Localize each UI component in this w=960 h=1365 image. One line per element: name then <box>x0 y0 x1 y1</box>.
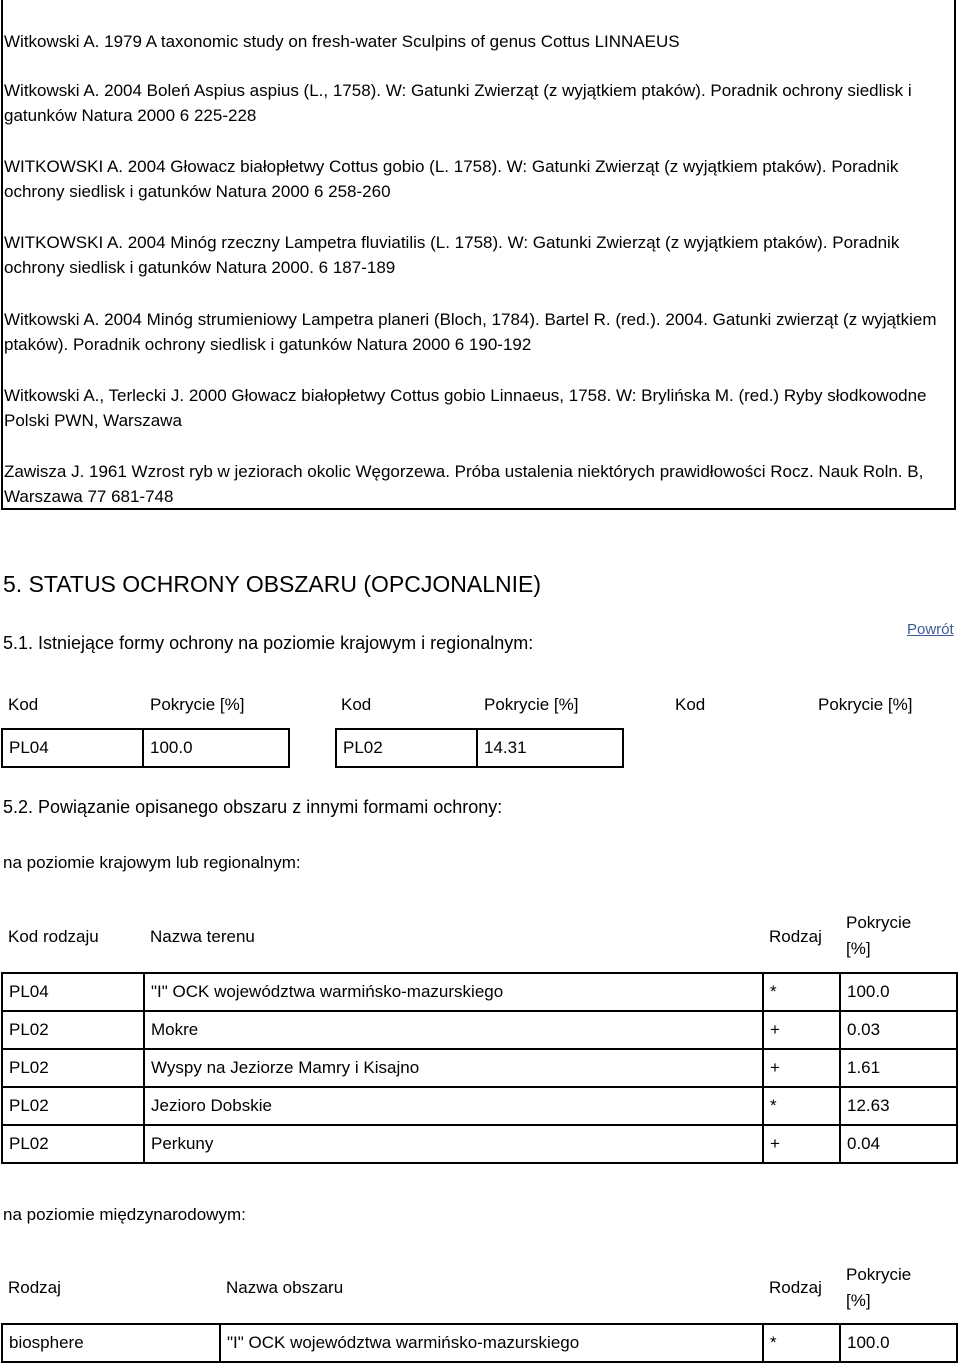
subsection-title-5-1: 5.1. Istniejące formy ochrony na poziomie krajowym i regionalnym: <box>3 633 534 653</box>
reference-item: Witkowski A. 2004 Minóg strumieniowy Lampetra planeri (Bloch, 1784). Bartel R. (red.). 2004. Gatunki zwierząt (z wyjątkiem ptaków). Poradnik ochrony siedlisk i gatunków Natura 2000 6 190-192 <box>4 310 937 354</box>
cell-code: PL02 <box>2 1011 144 1049</box>
national-subtitle: na poziomie krajowym lub regionalnym: <box>3 853 301 872</box>
column-header: Kod <box>341 695 372 714</box>
reference-item: WITKOWSKI A. 2004 Minóg rzeczny Lampetra fluviatilis (L. 1758). W: Gatunki Zwierząt (z wyjątkiem ptaków). Poradnik ochrony siedlisk i gatunków Natura 2000. 6 187-189 <box>4 233 900 277</box>
cell-type: + <box>763 1125 840 1163</box>
column-header: [%] <box>846 1291 871 1310</box>
entry-cover: 100.0 <box>143 729 289 767</box>
column-header: Pokrycie <box>846 913 912 932</box>
table-row <box>2 1011 957 1049</box>
cell-type: biosphere <box>2 1324 220 1362</box>
column-header: Pokrycie [%] <box>150 695 245 714</box>
section-title: 5. STATUS OCHRONY OBSZARU (OPCJONALNIE) <box>3 571 542 597</box>
entry-cover: 14.31 <box>477 729 623 767</box>
protection-entry-table <box>335 728 624 768</box>
cell-name: "I" OCK województwa warmińsko-mazurskiego <box>220 1324 763 1362</box>
column-header: Nazwa obszaru <box>226 1278 344 1297</box>
column-header: Pokrycie [%] <box>818 695 913 714</box>
cell-code: PL02 <box>2 1125 144 1163</box>
column-header: Pokrycie <box>846 1265 912 1284</box>
table-row <box>2 1049 957 1087</box>
national-table <box>1 972 958 1164</box>
column-header: [%] <box>846 939 871 958</box>
column-header: Nazwa terenu <box>150 927 255 946</box>
reference-item: Witkowski A. 2004 Boleń Aspius aspius (L., 1758). W: Gatunki Zwierząt (z wyjątkiem ptaków). Poradnik ochrony siedlisk i gatunków Natura 2000 6 225-228 <box>4 81 912 125</box>
reference-item: Witkowski A., Terlecki J. 2000 Głowacz białopłetwy Cottus gobio Linnaeus, 1758. W: Brylińska M. (red.) Ryby słodkowodne Polski PWN, Warszawa <box>4 386 927 430</box>
cell-name: "I" OCK województwa warmińsko-mazurskiego <box>144 973 763 1011</box>
cell-type: + <box>763 1049 840 1087</box>
cell-name: Jezioro Dobskie <box>144 1087 763 1125</box>
cell-cover: 12.63 <box>840 1087 957 1125</box>
cell-cover: 0.03 <box>840 1011 957 1049</box>
entry-code: PL04 <box>2 729 143 767</box>
back-link[interactable]: Powrót <box>907 621 954 638</box>
column-header: Kod rodzaju <box>8 927 99 946</box>
column-header: Kod <box>8 695 39 714</box>
table-row <box>2 973 957 1011</box>
cell-cover: 1.61 <box>840 1049 957 1087</box>
international-table <box>1 1323 958 1363</box>
table-row <box>2 1125 957 1163</box>
international-subtitle: na poziomie międzynarodowym: <box>3 1205 246 1224</box>
cell-code: PL02 <box>2 1087 144 1125</box>
table-row <box>2 1087 957 1125</box>
cell-code: PL02 <box>2 1049 144 1087</box>
cell-type: + <box>763 1011 840 1049</box>
entry-code: PL02 <box>336 729 477 767</box>
cell-type: * <box>763 1087 840 1125</box>
cell-code: PL04 <box>2 973 144 1011</box>
cell-name: Mokre <box>144 1011 763 1049</box>
table-row <box>2 1324 957 1362</box>
cell-type: * <box>763 973 840 1011</box>
column-header: Rodzaj <box>769 1278 822 1297</box>
cell-cover: 100.0 <box>840 1324 957 1362</box>
cell-name: Wyspy na Jeziorze Mamry i Kisajno <box>144 1049 763 1087</box>
cell-cover: 0.04 <box>840 1125 957 1163</box>
reference-item: Witkowski A. 1979 A taxonomic study on fresh-water Sculpins of genus Cottus LINNAEUS <box>4 32 680 51</box>
column-header: Kod <box>675 695 706 714</box>
cell-cover: 100.0 <box>840 973 957 1011</box>
reference-item: WITKOWSKI A. 2004 Głowacz białopłetwy Cottus gobio (L. 1758). W: Gatunki Zwierząt (z wyjątkiem ptaków). Poradnik ochrony siedlisk i gatunków Natura 2000 6 258-260 <box>4 157 899 201</box>
column-header: Pokrycie [%] <box>484 695 579 714</box>
protection-entry-table <box>1 728 290 768</box>
subsection-title-5-2: 5.2. Powiązanie opisanego obszaru z innymi formami ochrony: <box>3 797 503 817</box>
cell-name: Perkuny <box>144 1125 763 1163</box>
column-header: Rodzaj <box>8 1278 61 1297</box>
column-header: Rodzaj <box>769 927 822 946</box>
reference-item: Zawisza J. 1961 Wzrost ryb w jeziorach okolic Węgorzewa. Próba ustalenia niektórych prawidłowości Rocz. Nauk Roln. B, Warszawa 77 681-748 <box>4 462 924 506</box>
cell-kind: * <box>763 1324 840 1362</box>
